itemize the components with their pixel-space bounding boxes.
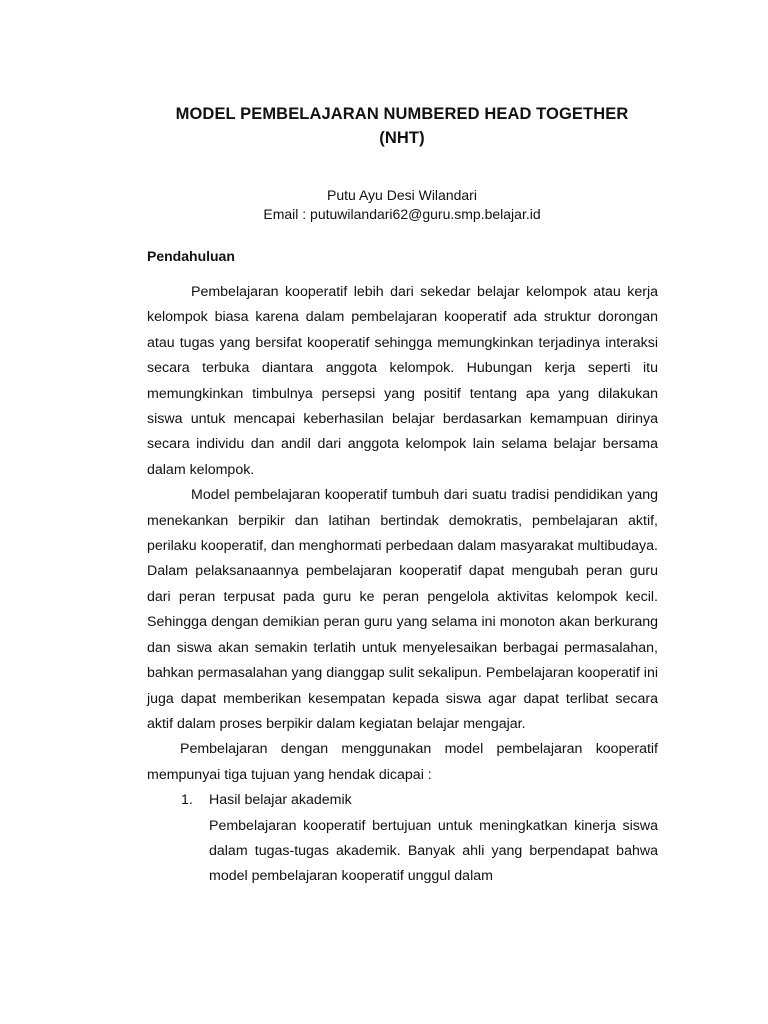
list-item-number: 1. xyxy=(181,792,193,809)
document-title xyxy=(100,102,704,150)
title-line-1: MODEL PEMBELAJARAN NUMBERED HEAD TOGETHER xyxy=(175,105,629,123)
paragraph-2: Model pembelajaran kooperatif tumbuh dari suatu tradisi pendidikan yang menekankan berpikir dan latihan bertindak demokratis, pembelajaran aktif, perilaku kooperatif, dan menghormati perbedaan dalam masyarakat multibudaya. Dalam pelaksanaannya pembelajaran kooperatif dapat mengubah peran guru dari peran terpusat pada guru ke peran pengelola aktivitas kelompok kecil. Sehingga dengan demikian peran guru yang selama ini monoton akan berkurang dan siswa akan semakin terlatih untuk menyelesaikan berbagai permasalahan, bahkan permasalahan yang dianggap sulit sekalipun. Pembelajaran kooperatif ini juga dapat memberikan kesempatan kepada siswa agar dapat terlibat secara aktif dalam proses berpikir dalam kegiatan belajar mengajar. xyxy=(147,487,658,732)
author-email: Email : putuwilandari62@guru.smp.belajar.id xyxy=(263,206,541,222)
objectives-list xyxy=(147,788,658,890)
author-block xyxy=(100,186,704,224)
body-text xyxy=(147,280,658,890)
paragraph-1: Pembelajaran kooperatif lebih dari sekedar belajar kelompok atau kerja kelompok biasa karena dalam pembelajaran kooperatif ada struktur dorongan atau tugas yang bersifat kooperatif sehingga memungkinkan terjadinya interaksi secara terbuka diantara anggota kelompok. Hubungan kerja seperti itu memungkinkan timbulnya persepsi yang positif tentang apa yang dilakukan siswa untuk mencapai keberhasilan belajar berdasarkan kemampuan dirinya secara individu dan andil dari anggota kelompok lain selama belajar bersama dalam kelompok. xyxy=(147,284,658,478)
paragraph-3: Pembelajaran dengan menggunakan model pembelajaran kooperatif mempunyai tiga tujuan yang hendak dicapai : xyxy=(147,741,658,783)
list-item xyxy=(147,788,658,890)
list-item-text: Pembelajaran kooperatif bertujuan untuk meningkatkan kinerja siswa dalam tugas-tugas akademik. Banyak ahli yang berpendapat bahwa model pembelajaran kooperatif unggul dalam xyxy=(209,817,658,885)
title-line-2: (NHT) xyxy=(379,129,425,147)
list-item-title: Hasil belajar akademik xyxy=(209,792,352,809)
section-heading: Pendahuluan xyxy=(147,248,235,264)
author-name: Putu Ayu Desi Wilandari xyxy=(327,187,477,203)
